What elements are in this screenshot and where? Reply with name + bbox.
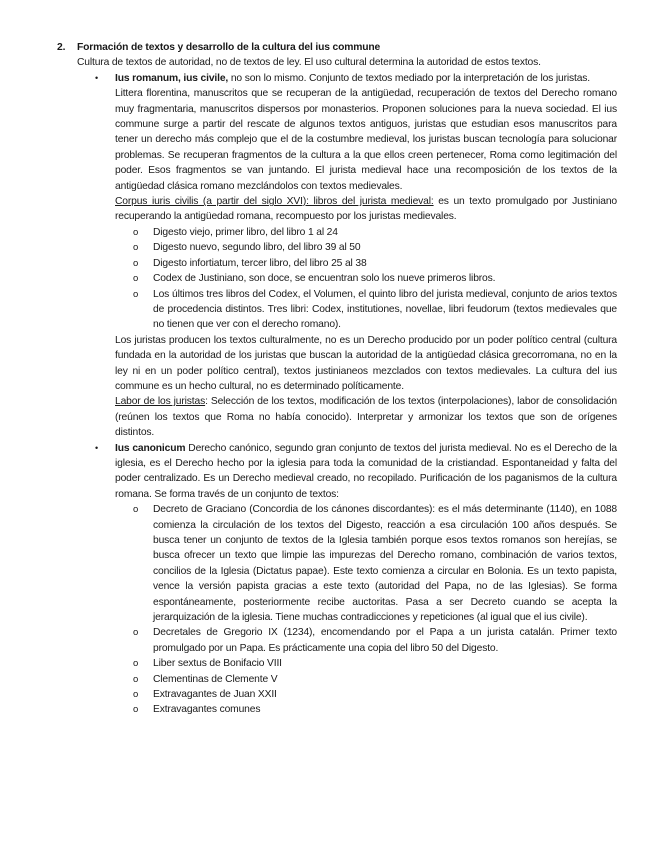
section-number: 2. [57,42,66,53]
list-item-text: Clementinas de Clemente V [153,673,278,685]
bullet-ius-romanum [57,71,617,225]
list-item [57,702,617,717]
list-item-text: Los últimos tres libros del Codex, el Volumen, el quinto libro del jurista medieval, conjunto de arios textos de procedencia distintos. Tres libri: Codex, institutiones, novellae, libri feudorum (textos medievales que no tienen que ver con el derecho romano). [153,288,617,331]
sub-marker: o [133,288,139,300]
list-item-text: Digesto infortiatum, tercer libro, del libro 25 al 38 [153,257,367,269]
corpus-paragraph [115,194,617,225]
sub-marker: o [133,226,139,238]
list-item [57,656,617,671]
labor-label: Labor de los juristas [115,396,206,408]
romanum-paragraph-1: Littera florentina, manuscritos que se recuperan de la antigüedad, recuperación de textos del Derecho romano muy fragmentaria, manuscritos dispersos por monasterios. Proponen soluciones para la nueva sociedad. El ius commune surge a partir del rescate de algunos textos antiguos, juristas que estudian esos manuscritos para tener un derecho más complejo que el de la costumbre medieval, los juristas buscan tecnología para solucionar problemas. Se recuperan fragmentos de la cultura a la que ellos creen pertenecer, Roma como legitimación del poder. Esos fragmentos se van juntando. El jurista medieval hace una recomposición de los textos de la antigüedad clásica romano mezclándolos con textos medievales. [115,88,617,192]
corpus-label: Corpus iuris civilis (a partir del siglo XVI): libros del jurista medieval: [115,196,434,208]
section-title: Formación de textos y desarrollo de la cultura del ius commune [77,42,381,53]
list-item [57,271,617,286]
labor-text: : Selección de los textos, modificación de los textos (interpolaciones), labor de consolidación (reúnen los textos que Roma no había conocido). Interpretar y armonizar los textos que son de orígenes distintos. [115,396,617,439]
list-item [57,502,617,625]
list-item-text: Digesto viejo, primer libro, del libro 1 al 24 [153,226,338,238]
list-item [57,256,617,271]
sub-marker: o [133,658,139,670]
list-item [57,240,617,255]
sub-marker: o [133,627,139,639]
canonicum-term: Ius canonicum [115,442,186,454]
romanum-paragraph-2: Los juristas producen los textos culturalmente, no es un Derecho producido por un poder político central (cultura fundada en la autoridad de los juristas que buscan la autoridad de la antigüedad clásica grecorromana, no en la ley ni en un poder político central), textos justinianeos mezclados con textos medievales. La cultura del ius commune es un hecho cultural, no es determinado políticamente. [115,334,617,392]
list-item-text: Digesto nuevo, segundo libro, del libro 39 al 50 [153,242,361,254]
sub-marker: o [133,257,139,269]
list-item [57,687,617,702]
list-item [57,225,617,240]
sub-marker: o [133,673,139,685]
romanum-lead: no son lo mismo. Conjunto de textos mediado por la interpretación de los juristas. [228,72,591,84]
bullet-ius-canonicum [57,441,617,503]
list-item-text: Decreto de Graciano (Concordia de los cánones discordantes): es el más determinante (1140), en 1088 comienza la circulación de los textos del Digesto, reacción a esa circulación 100 años después. Se busca tener un conjunto de textos de la Iglesia también porque esos textos romanos son herejías, se busca ofrecer un texto que limpie las impurezas del Derecho romano, combinación de varios textos, concilios de la Iglesia (Dictatus papae). Este texto comienza a circular en Bolonia. Es un texto papista, vence la versión papista gracias a este texto (autoridad del Papa, no de las Iglesias). Se forma espontáneamente, posteriormente recibe auctoritas. Pasa a ser Decreto cuando se acepta la jerarquización de la iglesia. Tiene muchas contradicciones y repeticiones (al igual que el ius civile). [153,504,617,624]
romanum-lead-paragraph [115,71,617,86]
romanum-continuation [57,333,617,441]
section-intro: Cultura de textos de autoridad, no de textos de ley. El uso cultural determina la autoridad de estos textos. [77,57,541,69]
list-item [57,672,617,687]
list-item [57,625,617,656]
list-item-text: Liber sextus de Bonifacio VIII [153,658,282,670]
document-body [57,40,617,718]
corpus-text: es un texto promulgado por Justiniano recuperando la antigüedad romana, recompuesto por los juristas medievales. [115,196,617,223]
sub-marker: o [133,504,139,516]
list-item-text: Codex de Justiniano, son doce, se encuentran solo los nueve primeros libros. [153,273,496,285]
list-item [57,287,617,333]
list-item-text: Extravagantes de Juan XXII [153,689,277,701]
sub-marker: o [133,242,139,254]
romanum-term: Ius romanum, ius civile, [115,72,229,84]
sub-marker: o [133,704,139,716]
labor-paragraph [115,394,617,440]
section-heading [57,40,617,55]
list-item-text: Extravagantes comunes [153,704,261,716]
canonicum-lead: Derecho canónico, segundo gran conjunto de textos del jurista medieval. No es el Derecho de la iglesia, es el Derecho hecho por la iglesia para toda la comunidad de la cristiandad. Espontaneidad y falta del poder centralizado. Es un Derecho medieval creado, no recopilado. Purificación de los paganismos de la cultura romana. Se forma través de un conjunto de textos: [115,442,617,500]
list-item-text: Decretales de Gregorio IX (1234), encomendando por el Papa a un jurista catalán. Primer texto promulgado por un Papa. Es prácticamente una copia del libro 50 del Digesto. [153,627,617,654]
bullet-marker: • [95,442,99,453]
bullet-marker: • [95,72,99,83]
sub-marker: o [133,689,139,701]
sub-marker: o [133,273,139,285]
canonicum-lead-paragraph [115,441,617,503]
